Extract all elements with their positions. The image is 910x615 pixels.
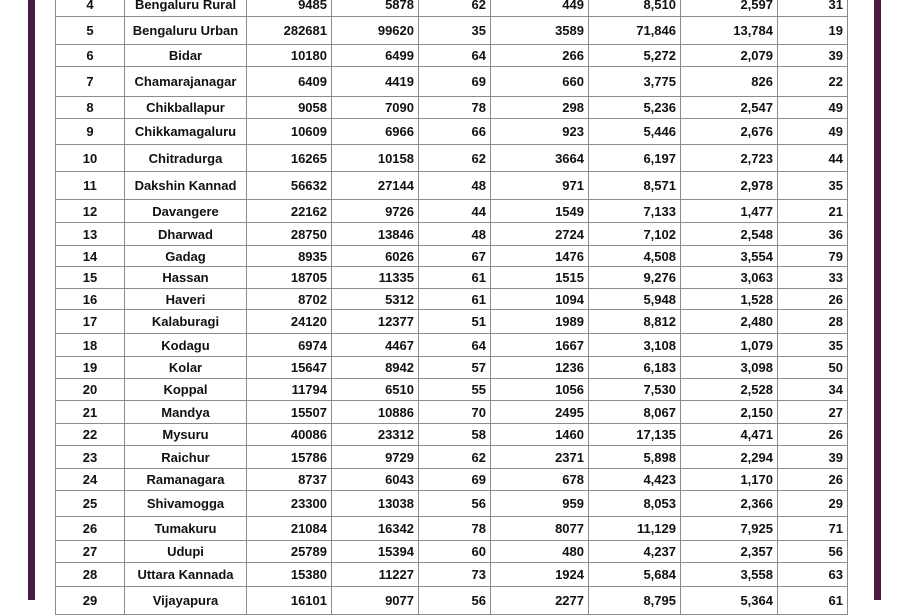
cell-col-b: 6026: [332, 246, 419, 267]
cell-col-f: 13,784: [681, 17, 778, 45]
table-body: [56, 0, 848, 615]
cell-serial-no: 4: [56, 0, 125, 17]
cell-col-a: 10180: [247, 45, 332, 67]
cell-col-f: 2,357: [681, 541, 778, 563]
cell-col-b: 10158: [332, 145, 419, 172]
cell-district: Mandya: [125, 401, 247, 424]
cell-col-c: 61: [419, 267, 491, 289]
cell-district: Dakshin Kannad: [125, 172, 247, 200]
cell-col-a: 56632: [247, 172, 332, 200]
cell-col-b: 6499: [332, 45, 419, 67]
cell-serial-no: 5: [56, 17, 125, 45]
cell-col-e: 8,812: [589, 310, 681, 334]
cell-col-g: 50: [778, 357, 848, 379]
frame-right-border: [874, 0, 881, 600]
cell-district: Gadag: [125, 246, 247, 267]
cell-col-d: 449: [491, 0, 589, 17]
table-row: [56, 379, 848, 401]
cell-district: Chikballapur: [125, 97, 247, 119]
cell-col-d: 1094: [491, 289, 589, 310]
cell-col-f: 2,723: [681, 145, 778, 172]
cell-col-a: 15380: [247, 563, 332, 587]
cell-col-d: 1476: [491, 246, 589, 267]
cell-col-d: 959: [491, 491, 589, 517]
cell-col-f: 2,597: [681, 0, 778, 17]
cell-serial-no: 7: [56, 67, 125, 97]
cell-col-a: 8935: [247, 246, 332, 267]
cell-col-f: 2,480: [681, 310, 778, 334]
table-row: [56, 469, 848, 491]
cell-serial-no: 10: [56, 145, 125, 172]
cell-district: Raichur: [125, 446, 247, 469]
cell-col-d: 1460: [491, 424, 589, 446]
cell-col-f: 2,079: [681, 45, 778, 67]
cell-col-a: 40086: [247, 424, 332, 446]
cell-col-c: 62: [419, 0, 491, 17]
cell-col-b: 9729: [332, 446, 419, 469]
cell-serial-no: 28: [56, 563, 125, 587]
cell-col-e: 8,053: [589, 491, 681, 517]
cell-col-b: 11227: [332, 563, 419, 587]
cell-district: Bidar: [125, 45, 247, 67]
cell-col-c: 35: [419, 17, 491, 45]
cell-col-d: 1924: [491, 563, 589, 587]
cell-col-a: 16101: [247, 587, 332, 615]
cell-col-g: 19: [778, 17, 848, 45]
table-row: [56, 424, 848, 446]
cell-district: Vijayapura: [125, 587, 247, 615]
cell-col-d: 1989: [491, 310, 589, 334]
cell-col-a: 6409: [247, 67, 332, 97]
cell-serial-no: 6: [56, 45, 125, 67]
cell-col-d: 266: [491, 45, 589, 67]
outer-margin: [0, 0, 28, 600]
cell-district: Haveri: [125, 289, 247, 310]
table-row: [56, 401, 848, 424]
cell-col-a: 21084: [247, 517, 332, 541]
cell-col-c: 51: [419, 310, 491, 334]
cell-serial-no: 16: [56, 289, 125, 310]
cell-col-f: 2,978: [681, 172, 778, 200]
table-row: [56, 0, 848, 17]
district-data-table: [55, 0, 848, 615]
cell-col-d: 1515: [491, 267, 589, 289]
cell-col-c: 61: [419, 289, 491, 310]
cell-col-d: 1549: [491, 200, 589, 223]
cell-col-e: 8,067: [589, 401, 681, 424]
table-row: [56, 67, 848, 97]
cell-col-g: 22: [778, 67, 848, 97]
cell-col-c: 56: [419, 587, 491, 615]
cell-col-b: 23312: [332, 424, 419, 446]
cell-col-b: 7090: [332, 97, 419, 119]
cell-serial-no: 17: [56, 310, 125, 334]
cell-col-d: 2495: [491, 401, 589, 424]
table-row: [56, 246, 848, 267]
cell-col-c: 48: [419, 223, 491, 246]
cell-col-a: 22162: [247, 200, 332, 223]
cell-serial-no: 24: [56, 469, 125, 491]
cell-col-g: 61: [778, 587, 848, 615]
cell-col-f: 7,925: [681, 517, 778, 541]
cell-col-a: 9058: [247, 97, 332, 119]
cell-col-c: 78: [419, 517, 491, 541]
cell-district: Kalaburagi: [125, 310, 247, 334]
cell-district: Bengaluru Rural: [125, 0, 247, 17]
cell-col-g: 27: [778, 401, 848, 424]
cell-col-f: 2,676: [681, 119, 778, 145]
cell-col-b: 5312: [332, 289, 419, 310]
cell-serial-no: 26: [56, 517, 125, 541]
cell-col-d: 8077: [491, 517, 589, 541]
table-row: [56, 17, 848, 45]
cell-col-g: 63: [778, 563, 848, 587]
cell-col-e: 5,684: [589, 563, 681, 587]
table-row: [56, 267, 848, 289]
cell-district: Shivamogga: [125, 491, 247, 517]
cell-col-e: 7,530: [589, 379, 681, 401]
cell-col-d: 3589: [491, 17, 589, 45]
cell-col-a: 10609: [247, 119, 332, 145]
cell-serial-no: 22: [56, 424, 125, 446]
cell-col-a: 18705: [247, 267, 332, 289]
table-row: [56, 563, 848, 587]
cell-col-g: 56: [778, 541, 848, 563]
cell-col-d: 3664: [491, 145, 589, 172]
cell-col-f: 3,558: [681, 563, 778, 587]
cell-col-d: 2371: [491, 446, 589, 469]
cell-col-d: 1667: [491, 334, 589, 357]
cell-col-b: 13846: [332, 223, 419, 246]
cell-col-e: 6,183: [589, 357, 681, 379]
cell-district: Kodagu: [125, 334, 247, 357]
cell-col-c: 57: [419, 357, 491, 379]
cell-col-e: 6,197: [589, 145, 681, 172]
cell-col-e: 8,571: [589, 172, 681, 200]
cell-col-e: 71,846: [589, 17, 681, 45]
cell-col-c: 62: [419, 446, 491, 469]
cell-col-g: 35: [778, 172, 848, 200]
table-row: [56, 334, 848, 357]
cell-serial-no: 25: [56, 491, 125, 517]
cell-col-g: 28: [778, 310, 848, 334]
cell-district: Ramanagara: [125, 469, 247, 491]
cell-col-g: 39: [778, 446, 848, 469]
cell-col-g: 29: [778, 491, 848, 517]
cell-district: Koppal: [125, 379, 247, 401]
cell-col-a: 8737: [247, 469, 332, 491]
cell-col-e: 3,108: [589, 334, 681, 357]
cell-col-g: 44: [778, 145, 848, 172]
table-row: [56, 491, 848, 517]
cell-col-d: 2724: [491, 223, 589, 246]
cell-district: Davangere: [125, 200, 247, 223]
cell-col-e: 5,272: [589, 45, 681, 67]
cell-col-d: 971: [491, 172, 589, 200]
cell-district: Dharwad: [125, 223, 247, 246]
table-row: [56, 119, 848, 145]
cell-col-g: 26: [778, 289, 848, 310]
cell-serial-no: 11: [56, 172, 125, 200]
cell-col-b: 16342: [332, 517, 419, 541]
cell-col-c: 64: [419, 334, 491, 357]
document-page: [35, 0, 874, 608]
cell-col-d: 1056: [491, 379, 589, 401]
cell-col-d: 1236: [491, 357, 589, 379]
cell-col-f: 1,170: [681, 469, 778, 491]
table-row: [56, 541, 848, 563]
cell-col-b: 10886: [332, 401, 419, 424]
cell-col-e: 7,102: [589, 223, 681, 246]
cell-district: Tumakuru: [125, 517, 247, 541]
cell-col-b: 8942: [332, 357, 419, 379]
cell-col-e: 17,135: [589, 424, 681, 446]
cell-col-g: 34: [778, 379, 848, 401]
cell-col-d: 480: [491, 541, 589, 563]
cell-col-f: 1,079: [681, 334, 778, 357]
cell-col-a: 23300: [247, 491, 332, 517]
cell-col-e: 7,133: [589, 200, 681, 223]
cell-serial-no: 27: [56, 541, 125, 563]
cell-col-g: 26: [778, 469, 848, 491]
cell-col-b: 12377: [332, 310, 419, 334]
cell-col-e: 4,508: [589, 246, 681, 267]
cell-serial-no: 29: [56, 587, 125, 615]
cell-col-f: 2,294: [681, 446, 778, 469]
cell-col-a: 15786: [247, 446, 332, 469]
cell-col-g: 26: [778, 424, 848, 446]
cell-col-b: 9726: [332, 200, 419, 223]
cell-col-c: 62: [419, 145, 491, 172]
cell-col-g: 33: [778, 267, 848, 289]
cell-col-c: 69: [419, 469, 491, 491]
cell-col-b: 27144: [332, 172, 419, 200]
cell-district: Bengaluru Urban: [125, 17, 247, 45]
cell-district: Chitradurga: [125, 145, 247, 172]
cell-col-c: 67: [419, 246, 491, 267]
table-row: [56, 172, 848, 200]
cell-col-c: 55: [419, 379, 491, 401]
cell-col-a: 24120: [247, 310, 332, 334]
cell-col-f: 1,528: [681, 289, 778, 310]
cell-serial-no: 23: [56, 446, 125, 469]
cell-col-a: 15647: [247, 357, 332, 379]
cell-col-g: 79: [778, 246, 848, 267]
cell-col-d: 678: [491, 469, 589, 491]
cell-serial-no: 9: [56, 119, 125, 145]
cell-col-e: 11,129: [589, 517, 681, 541]
cell-col-d: 2277: [491, 587, 589, 615]
cell-district: Hassan: [125, 267, 247, 289]
cell-col-c: 48: [419, 172, 491, 200]
cell-district: Mysuru: [125, 424, 247, 446]
cell-col-c: 56: [419, 491, 491, 517]
cell-serial-no: 12: [56, 200, 125, 223]
cell-col-a: 6974: [247, 334, 332, 357]
cell-serial-no: 13: [56, 223, 125, 246]
table-row: [56, 289, 848, 310]
cell-col-b: 6966: [332, 119, 419, 145]
cell-col-g: 39: [778, 45, 848, 67]
cell-col-c: 78: [419, 97, 491, 119]
cell-col-f: 826: [681, 67, 778, 97]
cell-col-b: 6510: [332, 379, 419, 401]
cell-col-d: 298: [491, 97, 589, 119]
cell-col-c: 73: [419, 563, 491, 587]
cell-col-b: 11335: [332, 267, 419, 289]
cell-col-g: 31: [778, 0, 848, 17]
cell-col-f: 3,063: [681, 267, 778, 289]
table-row: [56, 310, 848, 334]
cell-col-a: 9485: [247, 0, 332, 17]
cell-col-b: 4467: [332, 334, 419, 357]
cell-col-d: 660: [491, 67, 589, 97]
cell-col-e: 5,446: [589, 119, 681, 145]
table-row: [56, 223, 848, 246]
cell-col-f: 5,364: [681, 587, 778, 615]
cell-col-g: 35: [778, 334, 848, 357]
cell-col-e: 5,948: [589, 289, 681, 310]
cell-col-a: 8702: [247, 289, 332, 310]
cell-serial-no: 14: [56, 246, 125, 267]
cell-serial-no: 20: [56, 379, 125, 401]
cell-col-f: 1,477: [681, 200, 778, 223]
cell-serial-no: 21: [56, 401, 125, 424]
cell-col-f: 2,547: [681, 97, 778, 119]
table-row: [56, 357, 848, 379]
cell-col-e: 9,276: [589, 267, 681, 289]
table-row: [56, 200, 848, 223]
cell-col-f: 2,150: [681, 401, 778, 424]
cell-col-f: 3,098: [681, 357, 778, 379]
cell-col-a: 28750: [247, 223, 332, 246]
cell-col-g: 49: [778, 97, 848, 119]
cell-serial-no: 19: [56, 357, 125, 379]
cell-col-e: 3,775: [589, 67, 681, 97]
cell-col-a: 282681: [247, 17, 332, 45]
cell-col-c: 60: [419, 541, 491, 563]
cell-col-f: 2,366: [681, 491, 778, 517]
cell-col-g: 49: [778, 119, 848, 145]
cell-col-a: 16265: [247, 145, 332, 172]
table-row: [56, 45, 848, 67]
cell-col-b: 9077: [332, 587, 419, 615]
cell-district: Chikkamagaluru: [125, 119, 247, 145]
cell-col-f: 4,471: [681, 424, 778, 446]
cell-district: Uttara Kannada: [125, 563, 247, 587]
cell-col-f: 2,548: [681, 223, 778, 246]
cell-col-g: 21: [778, 200, 848, 223]
cell-district: Chamarajanagar: [125, 67, 247, 97]
cell-col-b: 99620: [332, 17, 419, 45]
cell-col-e: 8,510: [589, 0, 681, 17]
table-row: [56, 587, 848, 615]
cell-district: Kolar: [125, 357, 247, 379]
cell-col-f: 3,554: [681, 246, 778, 267]
cell-col-f: 2,528: [681, 379, 778, 401]
cell-district: Udupi: [125, 541, 247, 563]
cell-col-b: 4419: [332, 67, 419, 97]
cell-serial-no: 8: [56, 97, 125, 119]
cell-col-g: 36: [778, 223, 848, 246]
table-row: [56, 97, 848, 119]
cell-col-g: 71: [778, 517, 848, 541]
cell-col-e: 5,236: [589, 97, 681, 119]
cell-col-b: 13038: [332, 491, 419, 517]
cell-col-e: 5,898: [589, 446, 681, 469]
cell-col-c: 66: [419, 119, 491, 145]
cell-serial-no: 18: [56, 334, 125, 357]
cell-col-a: 15507: [247, 401, 332, 424]
cell-col-b: 15394: [332, 541, 419, 563]
cell-serial-no: 15: [56, 267, 125, 289]
cell-col-d: 923: [491, 119, 589, 145]
frame-left-border: [28, 0, 35, 600]
table-row: [56, 517, 848, 541]
table-row: [56, 145, 848, 172]
cell-col-e: 4,423: [589, 469, 681, 491]
cell-col-b: 6043: [332, 469, 419, 491]
cell-col-c: 44: [419, 200, 491, 223]
cell-col-c: 58: [419, 424, 491, 446]
cell-col-c: 64: [419, 45, 491, 67]
table-row: [56, 446, 848, 469]
cell-col-b: 5878: [332, 0, 419, 17]
cell-col-a: 25789: [247, 541, 332, 563]
cell-col-c: 70: [419, 401, 491, 424]
cell-col-e: 4,237: [589, 541, 681, 563]
cell-col-e: 8,795: [589, 587, 681, 615]
cell-col-a: 11794: [247, 379, 332, 401]
cell-col-c: 69: [419, 67, 491, 97]
